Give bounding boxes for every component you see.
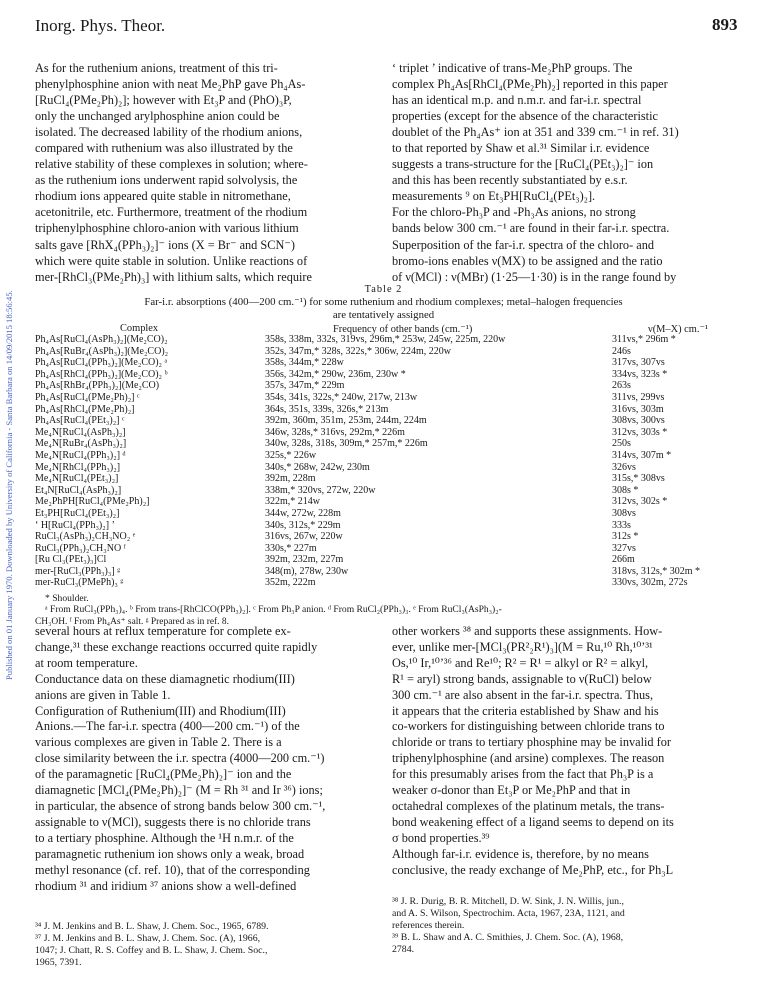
table-row xyxy=(35,543,732,555)
text-line: weaker σ-donor than Et₃P or Me₂PhP and that in xyxy=(392,783,631,798)
table-row xyxy=(35,369,732,381)
frequency-cell: 358s, 338m, 332s, 319vs, 296m,* 253w, 245w, 225m, 220w xyxy=(265,334,506,345)
text-line: properties (except for the absence of the characteristic xyxy=(392,109,658,124)
frequency-cell: 358s, 344m,* 228w xyxy=(265,357,344,369)
table-row xyxy=(35,554,732,566)
frequency-cell: 325s,* 226w xyxy=(265,449,317,461)
complex-cell: RuCl₃(PPh₃)₂CH₃NO ᶠ xyxy=(35,542,126,554)
complex-cell: mer-[RuCl₃(PPh₃)₃] ᵍ xyxy=(35,565,121,577)
text-line: only the unchanged arylphosphine anion could be xyxy=(35,109,280,124)
text-column-top-left xyxy=(35,60,375,285)
table-row xyxy=(35,520,732,532)
text-line: bands below 300 cm.⁻¹ are found in their far-i.r. spectra. xyxy=(392,221,670,236)
table-caption-line: are tentatively assigned xyxy=(332,309,435,321)
complex-cell: Et₃PH[RuCl₄(PEt₃)₂] xyxy=(35,507,120,519)
mx-cell: 317vs, 307vs xyxy=(612,357,665,369)
table-shoulder-note: * Shoulder. xyxy=(45,593,89,604)
table-footnote-line: ᵃ From RuCl₃(PPh₃)₄. ᵇ From trans-[RhClCO(PPh₃)₂]. ᶜ From Ph₃P anion. ᵈ From RuCl₂(PPh₃)₃. ᵉ From RuCl₃(AsPh₃)₂- xyxy=(45,604,502,615)
text-line: bromo-ions enables ν(MX) to be assigned and the ratio xyxy=(392,253,663,268)
table-header-mx: ν(M–X) cm.⁻¹ xyxy=(648,324,709,335)
text-line: methyl resonance (cf. ref. 10), that of the corresponding xyxy=(35,862,310,877)
footnote-line: ³⁸ J. R. Durig, B. R. Mitchell, D. W. Sink, J. N. Willis, jun., xyxy=(392,896,624,907)
page-number: 893 xyxy=(712,15,738,34)
complex-cell: ‘ H[RuCl₄(PPh₃)₂] ’ xyxy=(35,519,115,531)
mx-cell: 315s,* 308vs xyxy=(612,473,665,485)
text-line: in particular, the absence of strong bands below 300 cm.⁻¹, xyxy=(35,798,326,813)
journal-header: Inorg. Phys. Theor. xyxy=(35,16,166,35)
table-row xyxy=(35,380,732,392)
complex-cell: Me₄N[RuBr₄(AsPh₃)₂] xyxy=(35,438,127,450)
frequency-cell: 340s,* 268w, 242w, 230m xyxy=(265,461,370,473)
mx-cell: 266m xyxy=(612,554,635,566)
footnote-line: 1047; J. Chatt, R. S. Coffey and B. L. Shaw, J. Chem. Soc., xyxy=(35,945,268,956)
text-line: 300 cm.⁻¹ are also absent in the far-i.r. spectra. Thus, xyxy=(392,687,654,702)
table-row xyxy=(35,438,732,450)
complex-cell: Me₂PhPH[RuCl₄(PMe₂Ph)₂] xyxy=(35,496,150,508)
text-line: ever, unlike mer-[MCl₃(PR²₂R¹)₃](M = Ru,¹⁰ Rh,¹⁰’³¹ xyxy=(392,639,653,654)
footnotes-right xyxy=(392,896,732,956)
text-line: ‘ triplet ’ indicative of trans-Me₂PhP groups. The xyxy=(392,61,633,75)
frequency-cell: 322m,* 214w xyxy=(265,496,320,508)
table-row xyxy=(35,346,732,358)
text-line: measurements ⁹ on Et₃PH[RuCl₄(PEt₃)₂]. xyxy=(392,189,596,204)
table-header-frequency: Frequency of other bands (cm.⁻¹) xyxy=(333,324,473,335)
table-row xyxy=(35,427,732,439)
mx-cell: 314vs, 307m * xyxy=(612,449,672,461)
footnote-line: references therein. xyxy=(392,920,465,931)
text-line: As for the ruthenium anions, treatment of this tri- xyxy=(35,61,278,75)
text-line: rhodium ions appeared quite stable in nitromethane, xyxy=(35,189,291,204)
text-line: complex Ph₄As[RhCl₄(PMe₂Ph)₂] reported in this paper xyxy=(392,77,668,92)
text-line: octahedral complexes of the platinum metals, the trans- xyxy=(392,798,665,813)
table-row xyxy=(35,577,732,589)
table-row xyxy=(35,404,732,416)
frequency-cell: 352s, 347m,* 328s, 322s,* 306w, 224m, 220w xyxy=(265,345,452,357)
text-line: at room temperature. xyxy=(35,655,138,670)
table-row xyxy=(35,485,732,497)
frequency-cell: 348(m), 278w, 230w xyxy=(265,565,349,577)
complex-cell: Me₄N[RuCl₄(AsPh₃)₂] xyxy=(35,426,126,438)
footnote-line: and A. S. Wilson, Spectrochim. Acta, 1967, 23A, 1121, and xyxy=(392,908,625,919)
text-line: of the paramagnetic [RuCl₄(PMe₂Ph)₂]⁻ ion and the xyxy=(35,767,292,782)
frequency-cell: 344w, 272w, 228m xyxy=(265,507,341,519)
text-line: anions are given in Table 1. xyxy=(35,687,171,702)
table-row xyxy=(35,531,732,543)
mx-cell: 263s xyxy=(612,380,631,392)
mx-cell: 333s xyxy=(612,519,631,531)
table-label: Table 2 xyxy=(364,284,403,295)
footnote-line: 1965, 7391. xyxy=(35,957,82,968)
text-line: Although far-i.r. evidence is, therefore, by no means xyxy=(392,846,649,861)
text-line: co-workers for distinguishing between chloride trans to xyxy=(392,719,665,734)
complex-cell: Ph₄As[RuCl₄(PPh₃)₂](Me₂CO)₂ ᵃ xyxy=(35,357,168,369)
text-line: various complexes are given in Table 2. There is a xyxy=(35,735,282,750)
mx-cell: 311vs,* 296m * xyxy=(612,334,676,345)
table-row xyxy=(35,566,732,578)
frequency-cell: 340s, 312s,* 229m xyxy=(265,519,341,531)
text-line: For the chloro-Ph₃P and -Ph₃As anions, no strong xyxy=(392,205,636,220)
mx-cell: 334vs, 323s * xyxy=(612,368,668,380)
text-line: has an identical m.p. and n.m.r. and far-i.r. spectral xyxy=(392,93,642,108)
text-line: Superposition of the far-i.r. spectra of the chloro- and xyxy=(392,237,655,252)
mx-cell: 308s * xyxy=(612,484,639,496)
data-table xyxy=(35,334,732,589)
text-line: close similarity between the i.r. spectra (4000—200 cm.⁻¹) xyxy=(35,751,325,766)
table-row xyxy=(35,415,732,427)
text-line: Os,¹⁰ Ir,¹⁰’³⁶ and Re¹⁰; R² = R¹ = alkyl or R² = alkyl, xyxy=(392,655,649,670)
text-line: doublet of the Ph₄As⁺ ion at 351 and 339 cm.⁻¹ in ref. 31) xyxy=(392,125,679,140)
text-line: several hours at reflux temperature for complete ex- xyxy=(35,624,291,638)
frequency-cell: 338m,* 320vs, 272w, 220w xyxy=(265,484,376,496)
text-column-top-right xyxy=(392,60,732,285)
text-line: assignable to ν(MCl), suggests there is no chloride trans xyxy=(35,814,311,829)
footnote-line: ³⁷ J. M. Jenkins and B. L. Shaw, J. Chem. Soc. (A), 1966, xyxy=(35,933,261,944)
mx-cell: 312s * xyxy=(612,531,639,543)
table-row xyxy=(35,450,732,462)
mx-cell: 318vs, 312s,* 302m * xyxy=(612,565,701,577)
text-line: conclusive, the ready exchange of Me₂PhP, etc., for Ph₃L xyxy=(392,862,674,877)
frequency-cell: 316vs, 267w, 220w xyxy=(265,531,343,543)
text-line: salts gave [RhX₄(PPh₃)₂]⁻ ions (X = Br⁻ and SCN⁻) xyxy=(35,237,295,252)
table-row xyxy=(35,496,732,508)
complex-cell: Ph₄As[RuCl₄(PMe₂Ph)₂] ᶜ xyxy=(35,391,140,403)
frequency-cell: 354s, 341s, 322s,* 240w, 217w, 213w xyxy=(265,391,418,403)
table-caption xyxy=(35,296,732,322)
table-row xyxy=(35,334,732,346)
text-line: triphenylphosphine (and arsine) complexes. The reason xyxy=(392,751,665,766)
text-line: Configuration of Ruthenium(III) and Rhodium(III) xyxy=(35,703,286,718)
frequency-cell: 357s, 347m,* 229m xyxy=(265,380,345,392)
frequency-cell: 340w, 328s, 318s, 309m,* 257m,* 226m xyxy=(265,438,428,450)
mx-cell: 312vs, 302s * xyxy=(612,496,668,508)
text-line: it appears that the criteria established by Shaw and his xyxy=(392,703,659,718)
mx-cell: 327vs xyxy=(612,542,636,554)
table-row xyxy=(35,462,732,474)
frequency-cell: 356s, 342m,* 290w, 236m, 230w * xyxy=(265,368,406,380)
text-line: paramagnetic ruthenium ion shows only a weak, broad xyxy=(35,846,305,861)
text-line: compared with ruthenium was also illustrated by the xyxy=(35,141,293,156)
complex-cell: Ph₄As[RuCl₄(AsPh₃)₂](Me₂CO)₂ xyxy=(35,334,168,345)
frequency-cell: 392m, 232m, 227m xyxy=(265,554,344,566)
frequency-cell: 364s, 351s, 339s, 326s,* 213m xyxy=(265,403,389,415)
text-line: isolated. The decreased lability of the rhodium anions, xyxy=(35,125,303,140)
text-line: for this presumably arises from the fact that Ph₃P is a xyxy=(392,767,654,782)
text-line: change,³¹ these exchange reactions occurred quite rapidly xyxy=(35,639,318,654)
mx-cell: 330vs, 302m, 272s xyxy=(612,577,688,589)
complex-cell: Me₄N[RuCl₄(PPh₃)₂] ᵈ xyxy=(35,449,126,461)
text-line: phenylphosphine anion with neat Me₂PhP gave Ph₄As- xyxy=(35,77,306,92)
text-line: to a tertiary phosphine. Although the ¹H n.m.r. of the xyxy=(35,830,294,845)
text-line: and this has been recently substantiated by e.s.r. xyxy=(392,173,628,188)
text-line: rhodium ³¹ and iridium ³⁷ anions show a well-defined xyxy=(35,878,297,893)
frequency-cell: 346w, 328s,* 316vs, 292m,* 226m xyxy=(265,426,405,438)
frequency-cell: 352m, 222m xyxy=(265,577,316,589)
table-row xyxy=(35,508,732,520)
complex-cell: Ph₄As[RhBr₄(PPh₃)₂](Me₂CO) xyxy=(35,380,160,392)
complex-cell: [Ru Cl₃(PEt₃)₃]Cl xyxy=(35,554,107,566)
mx-cell: 326vs xyxy=(612,461,636,473)
text-line: which were quite stable in solution. Unlike reactions of xyxy=(35,253,308,268)
text-line: relative stability of these complexes in solution; where- xyxy=(35,157,308,172)
mx-cell: 250s xyxy=(612,438,631,450)
text-column-bottom-left xyxy=(35,624,375,894)
table-row xyxy=(35,392,732,404)
footnote-line: 2784. xyxy=(392,944,415,955)
table-footnote-line: CH₃OH. ᶠ From Ph₄As⁺ salt. ᵍ Prepared as in ref. 8. xyxy=(35,616,229,627)
frequency-cell: 330s,* 227m xyxy=(265,542,317,554)
mx-cell: 246s xyxy=(612,345,631,357)
text-line: diamagnetic [MCl₄(PMe₂Ph)₂]⁻ (M = Rh ³¹ and Ir ³⁶) ions; xyxy=(35,783,323,798)
text-line: Conductance data on these diamagnetic rhodium(III) xyxy=(35,671,295,686)
text-line: R¹ = aryl) strong bands, assignable to ν(RuCl) below xyxy=(392,671,652,686)
text-column-bottom-right xyxy=(392,624,732,879)
complex-cell: RuCl₃(AsPh₃)₂CH₃NO₂ ᵉ xyxy=(35,531,136,543)
table-row xyxy=(35,357,732,369)
text-line: as the ruthenium ions underwent rapid solvolysis, the xyxy=(35,173,298,188)
text-line: suggests a trans-structure for the [RuCl₄(PEt₃)₂]⁻ ion xyxy=(392,157,654,172)
footnotes-left xyxy=(35,921,375,969)
footnote-line: ³⁹ B. L. Shaw and A. C. Smithies, J. Chem. Soc. (A), 1968, xyxy=(392,932,624,943)
mx-cell: 312vs, 303s * xyxy=(612,426,668,438)
frequency-cell: 392m, 360m, 351m, 253m, 244m, 224m xyxy=(265,415,427,427)
table-header-complex: Complex xyxy=(120,323,159,334)
text-line: chloride or trans to tertiary phosphine may be invalid for xyxy=(392,735,671,750)
mx-cell: 308vs xyxy=(612,507,636,519)
mx-cell: 316vs, 303m xyxy=(612,403,664,415)
complex-cell: mer-RuCl₃(PMePh)₃ ᵍ xyxy=(35,577,124,589)
text-line: Anions.—The far-i.r. spectra (400—200 cm.⁻¹) of the xyxy=(35,719,300,734)
complex-cell: Et₄N[RuCl₄(AsPh₃)₂] xyxy=(35,484,122,496)
mx-cell: 311vs, 299vs xyxy=(612,391,665,403)
text-line: bond weakening effect of a ligand seems to depend on its xyxy=(392,814,674,829)
text-line: [RuCl₄(PMe₂Ph)₂]; however with Et₃P and (PhO)₃P, xyxy=(35,93,292,108)
text-line: mer-[RhCl₃(PMe₂Ph)₃] with lithium salts, which require xyxy=(35,269,312,284)
frequency-cell: 392m, 228m xyxy=(265,473,316,485)
text-line: of ν(MCl) : ν(MBr) (1·25—1·30) is in the range found by xyxy=(392,269,677,284)
text-line: acetonitrile, etc. Furthermore, treatment of the rhodium xyxy=(35,205,308,220)
complex-cell: Me₄N[RhCl₄(PPh₃)₂] xyxy=(35,461,121,473)
complex-cell: Ph₄As[RuCl₄(PEt₃)₂] ᶜ xyxy=(35,415,125,427)
table-caption-line: Far-i.r. absorptions (400—200 cm.⁻¹) for some ruthenium and rhodium complexes; metal–halogen frequencies xyxy=(144,296,623,308)
mx-cell: 308vs, 300vs xyxy=(612,415,665,427)
text-line: other workers ³⁸ and supports these assignments. How- xyxy=(392,624,663,638)
footnote-line: ³⁴ J. M. Jenkins and B. L. Shaw, J. Chem. Soc., 1965, 6789. xyxy=(35,921,269,932)
table-row xyxy=(35,473,732,485)
text-line: σ bond properties.³⁹ xyxy=(392,830,490,845)
complex-cell: Ph₄As[RuBr₄(AsPh₃)₂](Me₂CO)₂ xyxy=(35,345,169,357)
text-line: triphenylphosphine chloro-anion with various lithium xyxy=(35,221,299,236)
complex-cell: Ph₄As[RhCl₄(PPh₃)₂](Me₂CO)₂ ᵇ xyxy=(35,368,168,380)
download-watermark: Published on 01 January 1970. Downloaded by University of California - Santa Barbara on 14/09/2015 18:56:45. xyxy=(4,290,14,680)
text-line: to that reported by Shaw et al.³¹ Similar i.r. evidence xyxy=(392,141,650,156)
complex-cell: Me₄N[RuCl₄(PEt₃)₂] xyxy=(35,473,119,485)
complex-cell: Ph₄As[RhCl₄(PMe₂Ph)₂] xyxy=(35,403,135,415)
